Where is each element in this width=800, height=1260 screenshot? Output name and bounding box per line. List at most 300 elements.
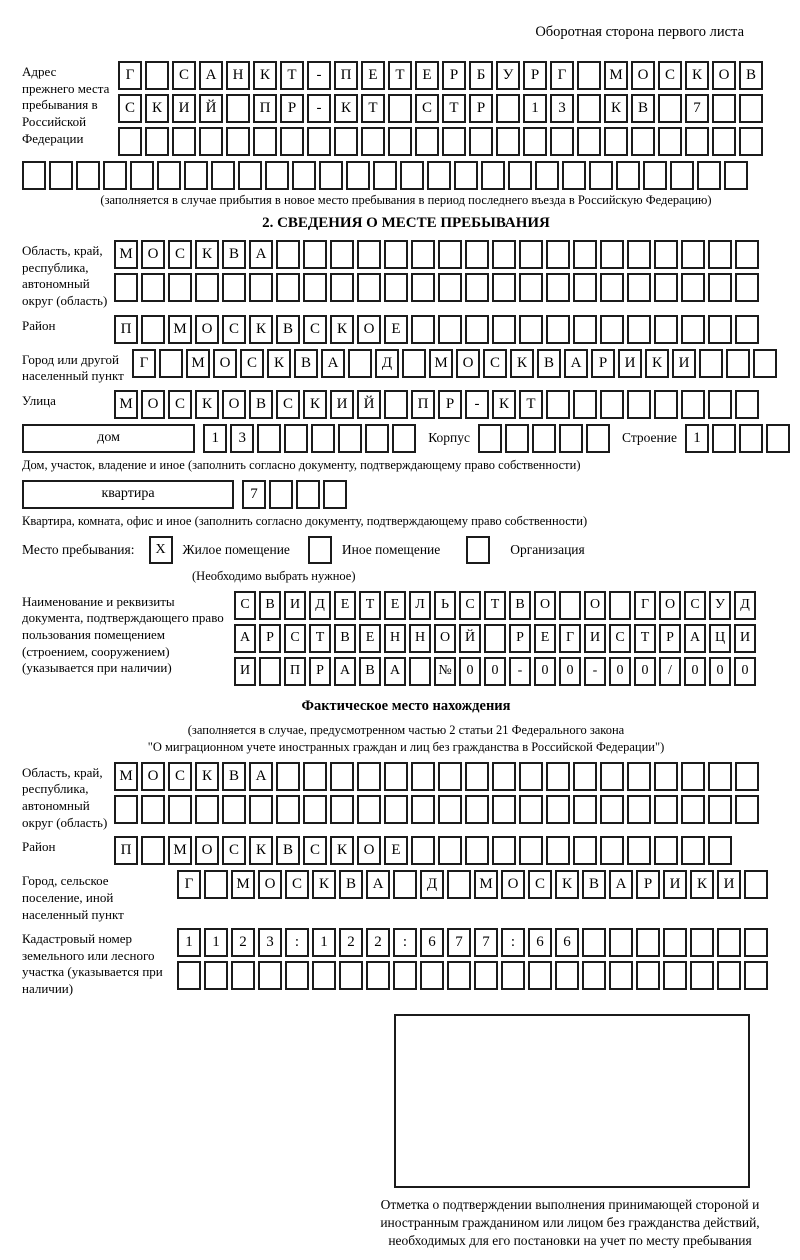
char-box: Д	[420, 870, 444, 899]
char-box: О	[141, 240, 165, 269]
char-box	[492, 836, 516, 865]
char-box	[559, 591, 581, 620]
char-box	[690, 961, 714, 990]
char-box	[334, 127, 358, 156]
char-box	[708, 240, 732, 269]
char-box	[744, 870, 768, 899]
char-box	[519, 762, 543, 791]
char-box	[726, 349, 750, 378]
char-box	[717, 928, 741, 957]
char-box: М	[114, 390, 138, 419]
char-box: С	[172, 61, 196, 90]
char-box	[311, 424, 335, 453]
char-box: О	[357, 315, 381, 344]
char-box	[384, 762, 408, 791]
char-box	[484, 624, 506, 653]
char-box: Ь	[434, 591, 456, 620]
char-box	[573, 315, 597, 344]
char-box	[546, 315, 570, 344]
char-box	[357, 762, 381, 791]
char-box	[519, 273, 543, 302]
char-box	[257, 424, 281, 453]
char-box: С	[609, 624, 631, 653]
char-box	[582, 928, 606, 957]
char-box: П	[284, 657, 306, 686]
char-box	[338, 424, 362, 453]
field-label-city-actual: Город, сельское поселение, иной населенный пункт	[22, 873, 124, 922]
char-box: 1	[685, 424, 709, 453]
field-region-actual	[22, 762, 790, 832]
char-box: И	[234, 657, 256, 686]
char-box: С	[285, 870, 309, 899]
char-box	[411, 240, 435, 269]
house-type-box: дом	[22, 424, 195, 453]
char-box	[199, 127, 223, 156]
char-box	[546, 240, 570, 269]
char-box	[253, 127, 277, 156]
field-cadastre	[22, 928, 790, 998]
char-box: О	[534, 591, 556, 620]
char-box	[195, 273, 219, 302]
char-box: О	[258, 870, 282, 899]
char-box	[654, 795, 678, 824]
char-box	[577, 94, 601, 123]
char-box: Т	[359, 591, 381, 620]
char-box	[438, 240, 462, 269]
char-row	[234, 657, 756, 686]
char-box	[168, 273, 192, 302]
char-box: 0	[734, 657, 756, 686]
char-box	[438, 315, 462, 344]
char-box: С	[168, 240, 192, 269]
char-box	[402, 349, 426, 378]
char-box: Ц	[709, 624, 731, 653]
char-box	[438, 795, 462, 824]
char-box: К	[330, 315, 354, 344]
char-box	[276, 795, 300, 824]
char-box: В	[537, 349, 561, 378]
char-box	[469, 127, 493, 156]
char-box	[609, 961, 633, 990]
char-box	[627, 390, 651, 419]
char-box: 0	[459, 657, 481, 686]
char-box: М	[168, 836, 192, 865]
field-label-region-actual: Область, край, республика, автономный округ (область)	[22, 764, 108, 830]
char-box: В	[276, 836, 300, 865]
checkbox-other-premises	[308, 536, 332, 564]
char-box	[222, 795, 246, 824]
char-row	[177, 870, 768, 899]
char-box	[330, 762, 354, 791]
char-box: 3	[230, 424, 254, 453]
char-box: П	[411, 390, 435, 419]
char-box	[582, 961, 606, 990]
char-box: -	[584, 657, 606, 686]
char-box	[265, 161, 289, 190]
char-box: М	[168, 315, 192, 344]
char-box	[546, 273, 570, 302]
char-box: А	[564, 349, 588, 378]
char-box	[643, 161, 667, 190]
char-box	[330, 795, 354, 824]
char-box	[388, 94, 412, 123]
char-box: 7	[447, 928, 471, 957]
char-box: 6	[420, 928, 444, 957]
char-box: К	[645, 349, 669, 378]
char-box	[384, 273, 408, 302]
option-label-other-premises: Иное помещение	[341, 541, 441, 557]
char-box: Т	[634, 624, 656, 653]
char-box	[114, 795, 138, 824]
char-box: Р	[259, 624, 281, 653]
char-box	[312, 961, 336, 990]
char-box	[573, 240, 597, 269]
char-box	[141, 315, 165, 344]
char-box	[454, 161, 478, 190]
char-box: К	[334, 94, 358, 123]
char-box: В	[509, 591, 531, 620]
char-box	[492, 315, 516, 344]
char-box	[373, 161, 397, 190]
char-box: К	[555, 870, 579, 899]
char-box	[204, 870, 228, 899]
char-box: 7	[685, 94, 709, 123]
char-box	[627, 795, 651, 824]
char-box	[535, 161, 559, 190]
char-box: Г	[559, 624, 581, 653]
char-row	[118, 127, 763, 156]
char-box: С	[240, 349, 264, 378]
char-box	[478, 424, 502, 453]
stay-type-row	[22, 536, 790, 564]
char-box	[708, 273, 732, 302]
char-box	[447, 961, 471, 990]
char-row	[177, 928, 768, 957]
char-box: Г	[634, 591, 656, 620]
char-row	[203, 424, 416, 453]
field-label-street: Улица	[22, 392, 56, 408]
char-box: О	[213, 349, 237, 378]
char-box	[631, 127, 655, 156]
char-box	[600, 762, 624, 791]
char-box	[303, 240, 327, 269]
char-box: К	[303, 390, 327, 419]
char-box: Р	[509, 624, 531, 653]
char-box	[555, 961, 579, 990]
char-box	[681, 240, 705, 269]
char-box	[735, 273, 759, 302]
char-box	[600, 315, 624, 344]
char-box: И	[672, 349, 696, 378]
char-box	[586, 424, 610, 453]
char-box: 7	[474, 928, 498, 957]
char-box: М	[231, 870, 255, 899]
char-box: Р	[636, 870, 660, 899]
prev-address-overflow-row	[22, 161, 790, 190]
char-box: У	[496, 61, 520, 90]
char-box	[528, 961, 552, 990]
char-box: И	[330, 390, 354, 419]
char-box	[172, 127, 196, 156]
char-box	[658, 127, 682, 156]
char-box: Т	[280, 61, 304, 90]
prev-address-rows	[118, 61, 763, 156]
char-box	[339, 961, 363, 990]
apartment-type-box: квартира	[22, 480, 234, 509]
char-box: С	[222, 836, 246, 865]
char-box	[708, 762, 732, 791]
char-box: Р	[591, 349, 615, 378]
char-box: О	[434, 624, 456, 653]
char-box	[365, 424, 389, 453]
char-box	[231, 961, 255, 990]
char-box	[211, 161, 235, 190]
char-box: О	[501, 870, 525, 899]
char-box: Й	[357, 390, 381, 419]
char-box: 0	[709, 657, 731, 686]
char-box: Р	[309, 657, 331, 686]
char-box: К	[267, 349, 291, 378]
char-row	[242, 480, 347, 509]
char-box	[519, 795, 543, 824]
char-box: В	[276, 315, 300, 344]
char-box	[474, 961, 498, 990]
char-box	[438, 273, 462, 302]
char-box: Г	[550, 61, 574, 90]
char-box: С	[276, 390, 300, 419]
char-box: К	[195, 240, 219, 269]
stay-type-label: Место пребывания:	[22, 541, 135, 557]
char-box	[411, 795, 435, 824]
char-box: М	[114, 240, 138, 269]
char-box	[307, 127, 331, 156]
char-box	[690, 928, 714, 957]
confirmation-note: Отметка о подтверждении выполнения принимающей стороной и иностранным гражданином или лицом без гражданства действий, необходимых для его постановки на учет по месту пребывания	[380, 1196, 760, 1249]
option-label-organization: Организация	[510, 541, 585, 557]
char-box: 1	[312, 928, 336, 957]
char-box: 0	[684, 657, 706, 686]
char-box	[685, 127, 709, 156]
char-box	[103, 161, 127, 190]
char-box: С	[284, 624, 306, 653]
char-box	[654, 762, 678, 791]
char-box	[292, 161, 316, 190]
char-box: М	[186, 349, 210, 378]
char-box: Р	[523, 61, 547, 90]
note-choose-option: (Необходимо выбрать нужное)	[192, 568, 356, 583]
char-box: В	[294, 349, 318, 378]
korpus-label: Корпус	[428, 430, 470, 446]
char-box	[258, 961, 282, 990]
char-box: Н	[226, 61, 250, 90]
char-box: О	[195, 836, 219, 865]
char-row	[114, 762, 759, 791]
char-box	[366, 961, 390, 990]
char-box: К	[249, 315, 273, 344]
region-rows	[114, 240, 759, 302]
char-box: С	[483, 349, 507, 378]
char-box: С	[684, 591, 706, 620]
char-box: И	[717, 870, 741, 899]
char-box	[496, 94, 520, 123]
char-box: С	[303, 836, 327, 865]
char-box	[550, 127, 574, 156]
char-box	[226, 127, 250, 156]
char-box: О	[141, 390, 165, 419]
char-box: -	[465, 390, 489, 419]
char-box	[609, 591, 631, 620]
char-box	[249, 273, 273, 302]
char-box	[604, 127, 628, 156]
char-box: Е	[384, 836, 408, 865]
char-box: Е	[334, 591, 356, 620]
document-rows	[234, 591, 756, 686]
char-box: К	[195, 390, 219, 419]
char-box	[744, 928, 768, 957]
char-box: К	[312, 870, 336, 899]
char-row	[118, 94, 763, 123]
char-box	[577, 127, 601, 156]
char-box	[573, 795, 597, 824]
char-box: М	[604, 61, 628, 90]
char-box: Г	[132, 349, 156, 378]
char-box: Г	[177, 870, 201, 899]
char-box	[654, 390, 678, 419]
char-box	[141, 273, 165, 302]
char-box	[600, 240, 624, 269]
cadastre-rows	[177, 928, 768, 990]
char-box	[411, 273, 435, 302]
char-box	[400, 161, 424, 190]
char-box: 7	[242, 480, 266, 509]
char-box	[259, 657, 281, 686]
char-box	[492, 273, 516, 302]
char-box: А	[366, 870, 390, 899]
char-box: 2	[366, 928, 390, 957]
field-document	[22, 591, 790, 686]
char-box	[600, 795, 624, 824]
char-box	[735, 795, 759, 824]
char-box	[76, 161, 100, 190]
char-box	[438, 836, 462, 865]
char-box: Р	[442, 61, 466, 90]
char-box	[681, 273, 705, 302]
char-box: Е	[415, 61, 439, 90]
char-box	[393, 870, 417, 899]
char-box: Т	[519, 390, 543, 419]
field-label-district: Район	[22, 317, 56, 333]
char-row	[114, 390, 759, 419]
char-box	[409, 657, 431, 686]
char-box: О	[712, 61, 736, 90]
char-box	[670, 161, 694, 190]
char-row	[114, 273, 759, 302]
char-box	[330, 240, 354, 269]
char-box	[130, 161, 154, 190]
char-box	[145, 61, 169, 90]
char-box: 3	[258, 928, 282, 957]
char-box	[609, 928, 633, 957]
char-box	[708, 390, 732, 419]
char-box	[753, 349, 777, 378]
char-box	[465, 315, 489, 344]
char-box: Т	[388, 61, 412, 90]
char-box: С	[658, 61, 682, 90]
char-box	[427, 161, 451, 190]
char-box	[546, 836, 570, 865]
char-box	[388, 127, 412, 156]
char-box: М	[114, 762, 138, 791]
char-box	[766, 424, 790, 453]
char-box	[285, 961, 309, 990]
char-box: С	[303, 315, 327, 344]
char-box: А	[199, 61, 223, 90]
char-box: К	[690, 870, 714, 899]
char-box	[712, 424, 736, 453]
char-box	[361, 127, 385, 156]
char-box	[519, 836, 543, 865]
char-box: К	[330, 836, 354, 865]
checkbox-residential: X	[149, 536, 173, 564]
char-box	[184, 161, 208, 190]
char-box: К	[510, 349, 534, 378]
char-box: О	[195, 315, 219, 344]
char-row	[114, 795, 759, 824]
char-box: Е	[359, 624, 381, 653]
char-box	[415, 127, 439, 156]
char-box	[465, 836, 489, 865]
actual-location-title: Фактическое место нахождения	[301, 697, 511, 714]
char-box	[708, 836, 732, 865]
char-box	[712, 127, 736, 156]
char-box	[393, 961, 417, 990]
char-box	[616, 161, 640, 190]
char-box: К	[145, 94, 169, 123]
char-box	[114, 273, 138, 302]
section2-title: 2. СВЕДЕНИЯ О МЕСТЕ ПРЕБЫВАНИЯ	[262, 215, 550, 231]
char-box: А	[249, 240, 273, 269]
char-box	[573, 836, 597, 865]
actual-location-note-1: (заполняется в случае, предусмотренном частью 2 статьи 21 Федерального закона	[187, 722, 625, 737]
char-box: О	[222, 390, 246, 419]
char-box	[600, 836, 624, 865]
char-box	[712, 94, 736, 123]
field-street	[22, 390, 790, 419]
char-box: И	[618, 349, 642, 378]
char-box	[442, 127, 466, 156]
char-box: И	[284, 591, 306, 620]
char-box: :	[501, 928, 525, 957]
stroenie-label: Строение	[622, 430, 677, 446]
char-row	[114, 836, 732, 865]
char-box	[519, 240, 543, 269]
char-box: Т	[309, 624, 331, 653]
char-box	[627, 240, 651, 269]
char-box: Т	[484, 591, 506, 620]
char-box	[392, 424, 416, 453]
char-box: В	[334, 624, 356, 653]
page-side-title: Оборотная сторона первого листа	[535, 24, 744, 40]
char-box: -	[307, 61, 331, 90]
char-box: 2	[339, 928, 363, 957]
char-box: И	[172, 94, 196, 123]
char-box	[276, 240, 300, 269]
char-box	[438, 762, 462, 791]
char-box	[627, 273, 651, 302]
char-box	[465, 762, 489, 791]
char-box: Й	[199, 94, 223, 123]
char-box: О	[631, 61, 655, 90]
